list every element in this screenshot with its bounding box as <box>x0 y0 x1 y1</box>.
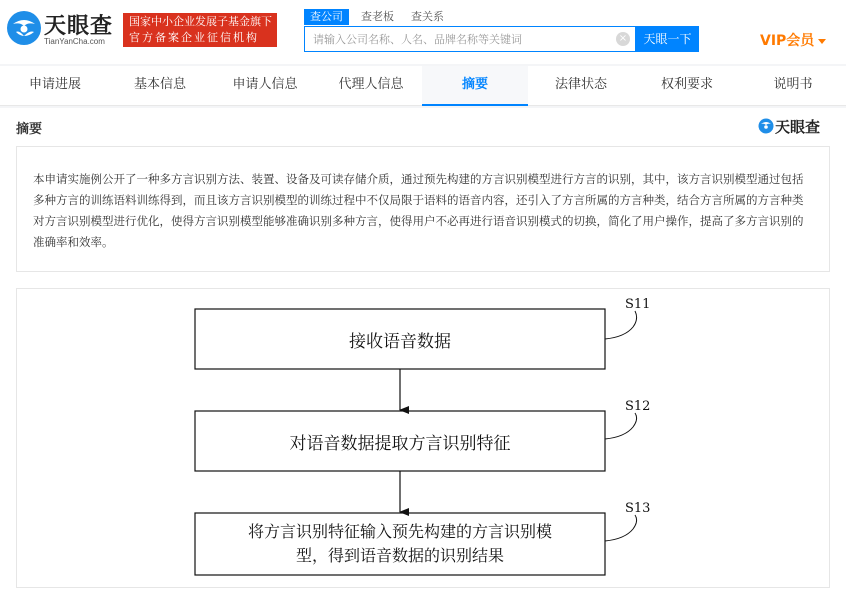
step-text-s13-line1: 将方言识别特征输入预先构建的方言识别模 <box>247 522 552 541</box>
step-label-s13: S13 <box>625 501 651 516</box>
tianyancha-small-icon <box>758 118 774 134</box>
tab-application-progress[interactable]: 申请进展 <box>28 77 81 92</box>
top-header <box>0 0 846 64</box>
step-text-s12: 对语音数据提取方言识别特征 <box>289 434 511 454</box>
tab-applicant-info[interactable]: 申请人信息 <box>232 77 298 92</box>
chevron-down-icon <box>818 39 826 44</box>
abstract-text: 本申请实施例公开了一种多方言识别方法、装置、设备及可读存储介质，通过预先构建的方言识别模型进行方言的识别，其中，该方言识别模型通过包括多种方言的训练语料训练得到，而且该方言识别模型的训练过程中不仅局限于语料的语音内容，还引入了方言所属的方言种类，结合方言所属的方言种类对方言识别模型进行优化，使得方言识别模型能够准确识别多种方言，使得用户不必再进行语音识别模式的切换，简化了用户操作，提高了多方言识别的准确率和效率。 <box>33 172 804 249</box>
vip-menu[interactable] <box>760 30 826 50</box>
search-tab-relation[interactable]: 查关系 <box>411 10 444 23</box>
leader-s11 <box>605 311 637 339</box>
search-input[interactable] <box>305 27 613 51</box>
section-title: 摘要 <box>16 122 43 137</box>
step-text-s11: 接收语音数据 <box>349 332 451 352</box>
leader-s12 <box>605 413 637 439</box>
logo[interactable] <box>6 8 116 52</box>
step-label-s12: S12 <box>625 399 651 414</box>
brand-watermark <box>758 116 828 136</box>
search-button[interactable]: 天眼一下 <box>636 26 699 52</box>
step-label-s11: S11 <box>625 297 651 312</box>
tab-agent-info[interactable]: 代理人信息 <box>338 77 404 92</box>
tab-claims[interactable]: 权利要求 <box>660 77 713 92</box>
leader-s13 <box>605 515 637 541</box>
search-box <box>304 26 636 52</box>
tab-description[interactable]: 说明书 <box>773 77 813 92</box>
gov-badge <box>123 13 277 47</box>
gov-badge-line1: 国家中小企业发展子基金旗下 <box>129 15 272 28</box>
gov-badge-line2: 官方备案企业征信机构 <box>129 31 259 44</box>
tab-abstract[interactable]: 摘要 <box>422 66 528 106</box>
tab-legal-status[interactable]: 法律状态 <box>554 77 607 92</box>
abstract-figure <box>16 288 830 588</box>
abstract-panel <box>0 108 846 596</box>
logo-domain: TianYanCha.com <box>44 37 105 46</box>
step-text-s13-line2: 型，得到语音数据的识别结果 <box>295 546 504 565</box>
vip-label: VIP会员 <box>760 33 815 49</box>
search-tab-company[interactable]: 查公司 <box>304 9 349 25</box>
clear-icon[interactable]: × <box>616 32 630 46</box>
brand-watermark-text: 天眼查 <box>775 118 821 136</box>
search-tab-boss[interactable]: 查老板 <box>361 10 394 23</box>
logo-name: 天眼查 <box>44 14 114 39</box>
detail-nav <box>0 66 846 106</box>
tab-basic-info[interactable]: 基本信息 <box>133 77 186 92</box>
abstract-text-box <box>16 146 830 272</box>
tianyancha-logo-icon <box>6 10 42 46</box>
